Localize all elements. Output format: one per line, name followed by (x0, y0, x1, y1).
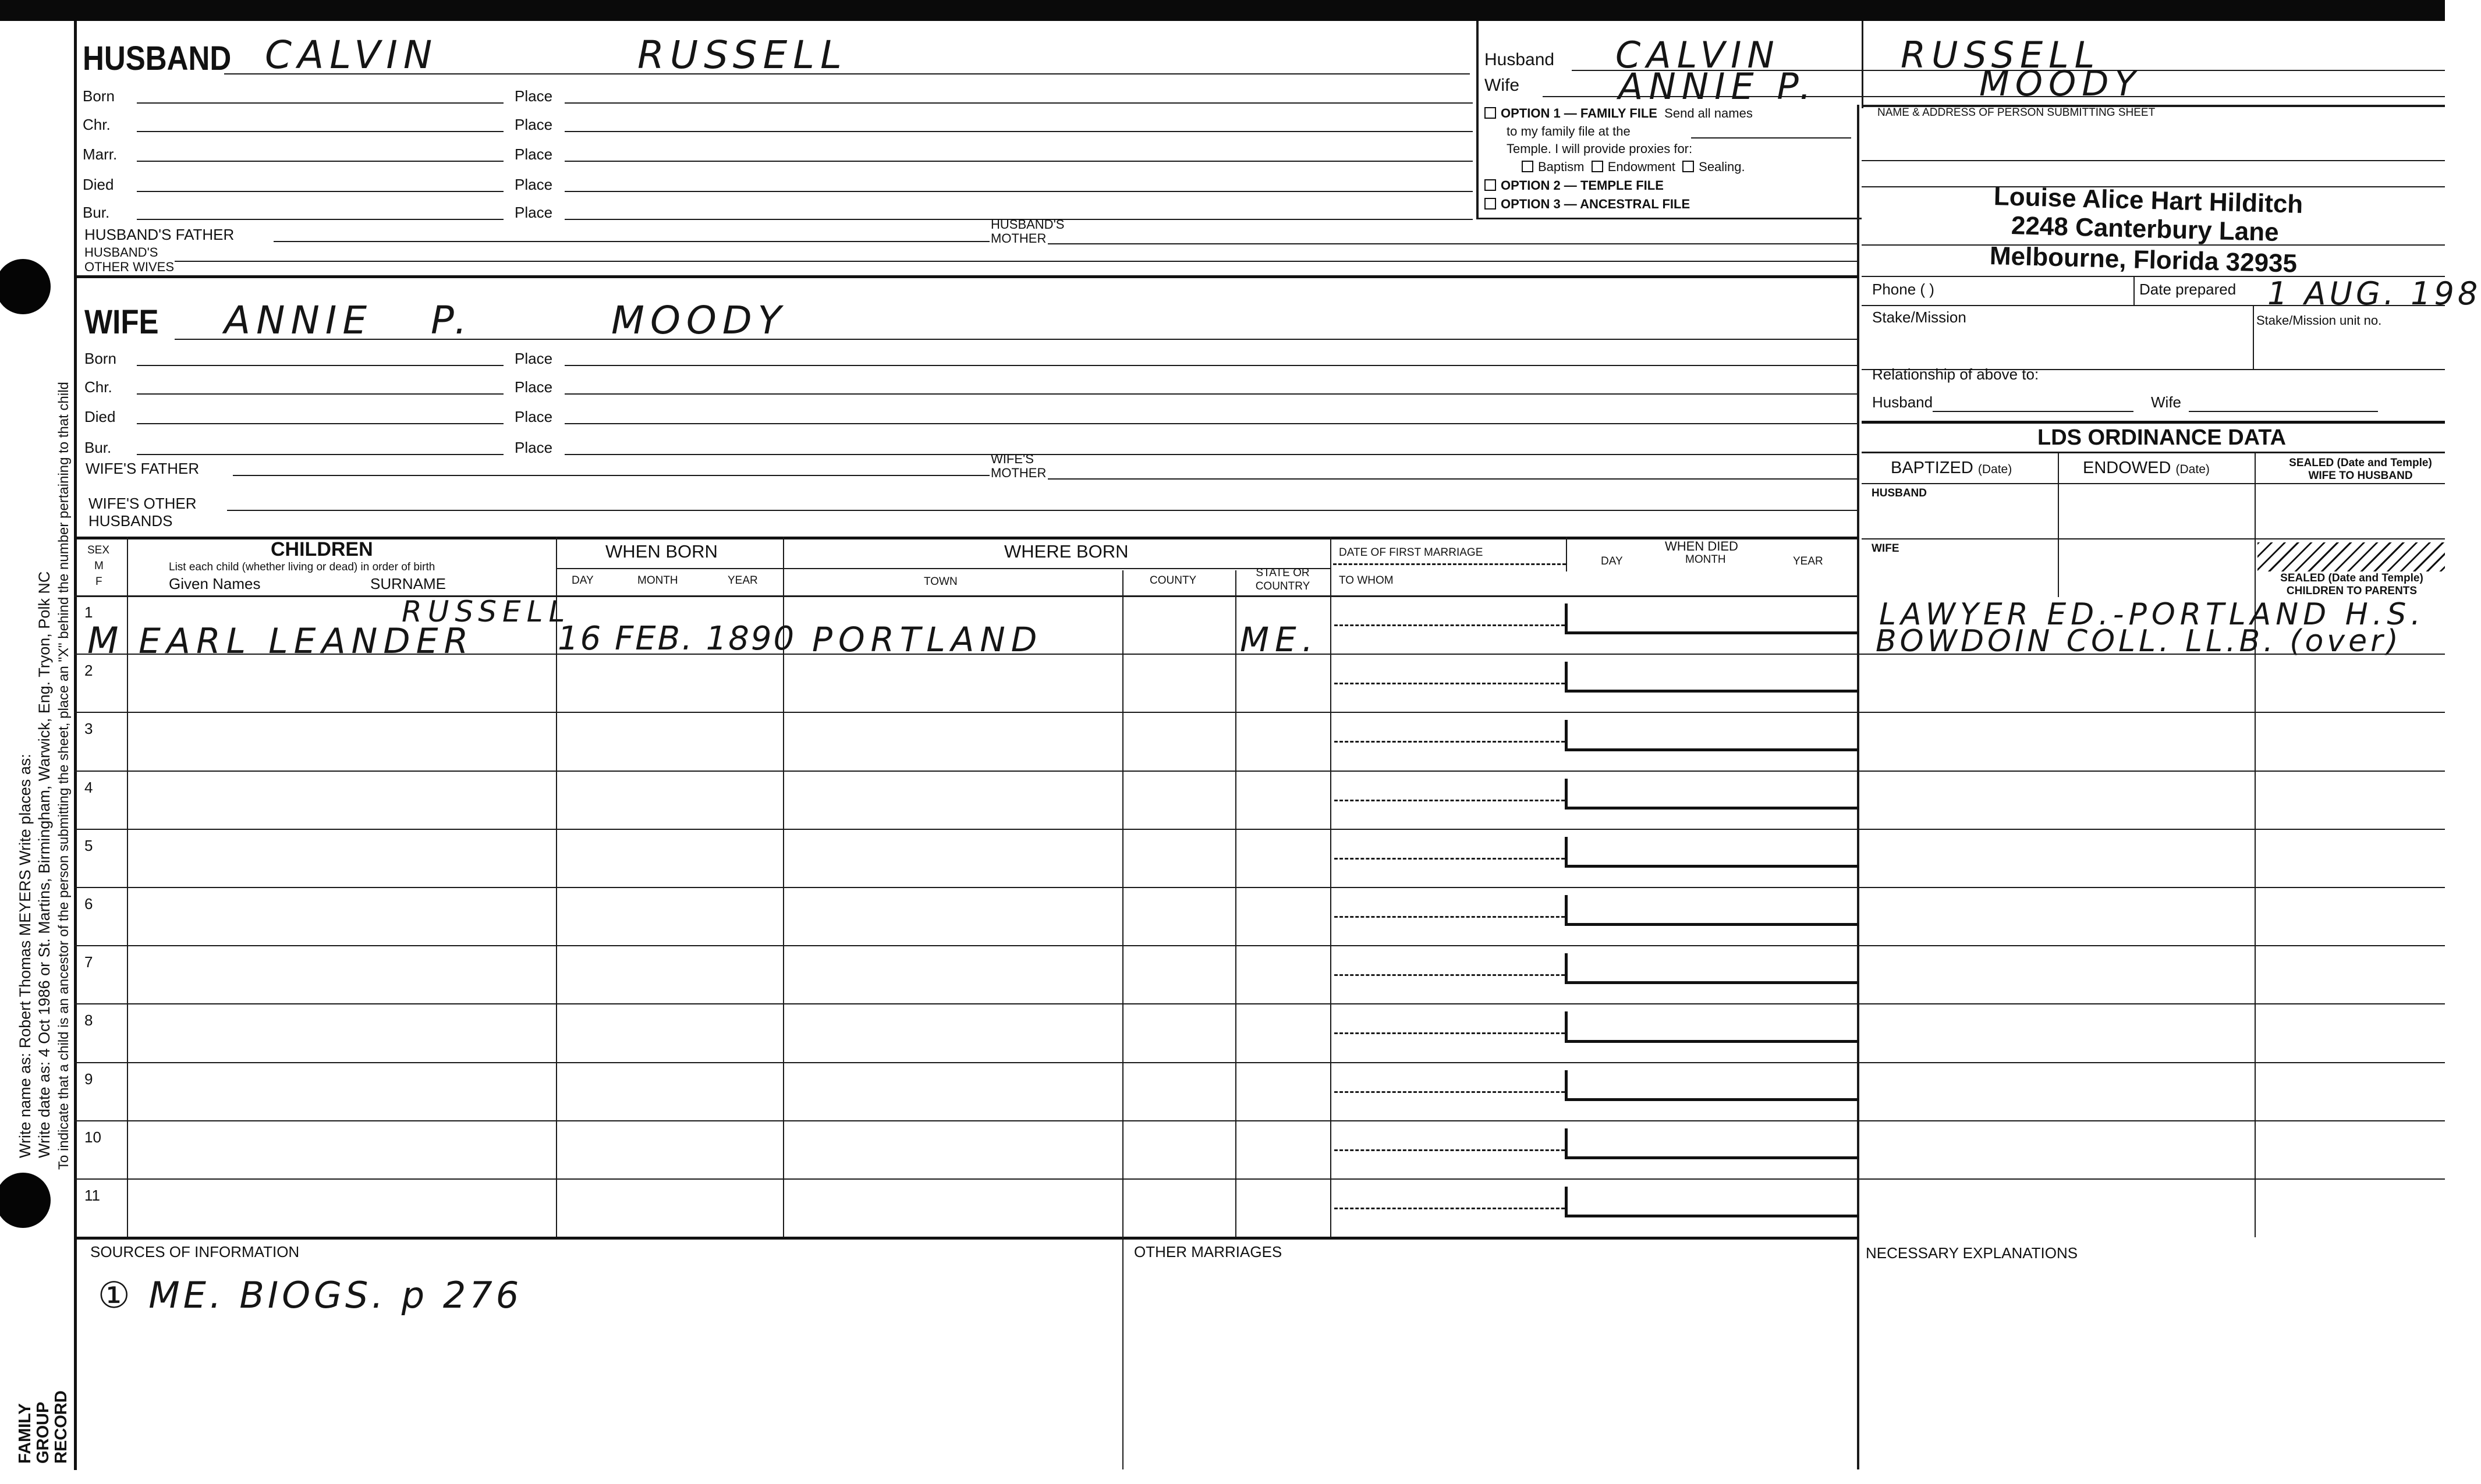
tr-husband-surname: RUSSELL (1901, 34, 2101, 76)
ordinance-wife-row-label: WIFE (1872, 542, 1899, 555)
option2-label: OPTION 2 — TEMPLE FILE (1501, 178, 1664, 193)
rel-husband-label: Husband (1872, 393, 1933, 411)
child-marriage-dash (1334, 741, 1565, 743)
rel-wife-line (2189, 411, 2378, 412)
endowment-label: Endowment (1607, 159, 1675, 174)
endowed-text: ENDOWED (2083, 459, 2171, 477)
wife-bur-label: Bur. (84, 439, 112, 456)
th-town: TOWN (924, 576, 958, 588)
husband-bur-place-label: Place (515, 204, 553, 221)
th-first-marriage: DATE OF FIRST MARRIAGE (1339, 546, 1483, 559)
child-died-box[interactable] (1565, 1187, 1859, 1217)
husband-surname: RUSSELL (637, 33, 848, 77)
husband-father-label: HUSBAND'S FATHER (84, 226, 235, 243)
other-marriages-label: OTHER MARRIAGES (1134, 1243, 1282, 1261)
child-row-number: 11 (84, 1187, 100, 1204)
explanations-label: NECESSARY EXPLANATIONS (1866, 1244, 2078, 1262)
husband-heading: HUSBAND (83, 40, 232, 77)
wife-mother-label-1: WIFE'S (991, 452, 1034, 466)
th-children: CHILDREN (271, 538, 373, 560)
phone-row-bottom (1862, 305, 2445, 306)
top-edge-band (0, 0, 2445, 21)
tr-wife-surname: MOODY (1979, 63, 2142, 104)
child-row-number: 8 (84, 1011, 93, 1029)
binder-hole-bottom (0, 1173, 51, 1228)
ordinance-col-2 (2255, 452, 2256, 1237)
sealing-label: Sealing. (1699, 159, 1745, 174)
child-row-number: 1 (84, 603, 93, 621)
wife-other-husbands-label-2: HUSBANDS (88, 512, 173, 530)
side-instruction-3: To indicate that a child is an ancestor of the person submitting the sheet, place an "X" behind the number pertaining to that child (56, 382, 72, 1170)
th-day: DAY (572, 574, 594, 587)
submitter-heading: NAME & ADDRESS OF PERSON SUBMITTING SHEET (1877, 106, 2156, 119)
option3-line[interactable] (1484, 198, 1690, 211)
th-sex-2: M (94, 560, 104, 572)
husband-mother-label-2: MOTHER (991, 231, 1047, 246)
th-died-day: DAY (1601, 555, 1623, 567)
child-died-box[interactable] (1565, 662, 1859, 693)
child-died-box[interactable] (1565, 603, 1859, 634)
option1-label: OPTION 1 — FAMILY FILE (1501, 106, 1657, 120)
baptism-label: Baptism (1538, 159, 1585, 174)
stake-unit-label: Stake/Mission unit no. (2256, 313, 2382, 328)
husband-chr-line (137, 131, 504, 132)
sealing-checkbox[interactable] (1682, 161, 1694, 172)
husband-born-label: Born (83, 87, 115, 105)
child-row-number: 10 (84, 1128, 101, 1146)
baptism-checkbox[interactable] (1522, 161, 1533, 172)
wife-mother-label-2: MOTHER (991, 466, 1047, 480)
option2-checkbox[interactable] (1484, 179, 1496, 191)
children-col-died (1566, 537, 1567, 571)
sealed-children-label-1: SEALED (Date and Temple) (2280, 572, 2423, 584)
wife-born-place-label: Place (515, 350, 553, 367)
husband-other-wives-label-2: OTHER WIVES (84, 260, 175, 274)
wife-died-label: Died (84, 408, 116, 425)
child-1-surname: RUSSELL (402, 595, 571, 629)
ordinance-heading: LDS ORDINANCE DATA (2037, 425, 2287, 450)
child-row-separator (74, 945, 2445, 946)
wife-name-line (175, 339, 1857, 340)
th-month: MONTH (637, 574, 678, 587)
ordinance-note-line-1: LAWYER ED.-PORTLAND H.S. (1879, 597, 2425, 632)
children-col-town (1122, 570, 1123, 1238)
husband-born-place-label: Place (515, 87, 553, 105)
ordinance-col-1 (2058, 452, 2059, 597)
wife-chr-place-line (565, 393, 1857, 395)
th-children-sub: List each child (whether living or dead) in order of birth (169, 561, 435, 573)
option2-line[interactable] (1484, 179, 1664, 192)
ordinance-husband-row-bottom (1862, 538, 2445, 539)
child-marriage-dash (1334, 1032, 1565, 1034)
option1-checkbox[interactable] (1484, 107, 1496, 119)
th-sex-1: SEX (87, 544, 110, 556)
side-instruction-2: Write date as: 4 Oct 1986 or St. Martins, Birmingham, Warwick, Eng. Tryon, Polk NC (36, 571, 53, 1158)
tr-wife-name: ANNIE P. (1618, 65, 1817, 108)
endowed-label (2083, 460, 2210, 477)
ordinance-top (1862, 421, 2445, 424)
wife-born-line (137, 365, 504, 366)
option3-checkbox[interactable] (1484, 198, 1496, 210)
baptized-date-hint: (Date) (1977, 463, 2012, 476)
husband-marr-label: Marr. (83, 145, 118, 163)
husband-marr-line (137, 161, 504, 162)
th-state-2: COUNTRY (1255, 580, 1310, 592)
rel-wife-label: Wife (2151, 393, 2181, 411)
husband-chr-place-line (565, 131, 1473, 132)
wife-born-label: Born (84, 350, 116, 367)
husband-died-label: Died (83, 176, 114, 193)
child-row-separator (74, 1178, 2445, 1180)
bottom-divider-1 (1122, 1237, 1123, 1469)
ordinance-hatched-cell (2257, 542, 2445, 571)
husband-marr-place-line (565, 161, 1473, 162)
option1-proxies (1522, 161, 1745, 173)
child-marriage-dash (1334, 683, 1565, 684)
child-died-box[interactable] (1565, 1128, 1859, 1159)
wife-born-place-line (565, 365, 1857, 366)
wife-father-label: WIFE'S FATHER (86, 460, 200, 477)
child-1-sex: M (87, 619, 125, 662)
husband-marr-place-label: Place (515, 145, 553, 163)
husband-bur-line (137, 219, 504, 220)
child-row-number: 7 (84, 953, 93, 971)
husband-mother-label-1: HUSBAND'S (991, 217, 1065, 232)
child-row-number: 5 (84, 836, 93, 854)
th-state-1: STATE OR (1256, 567, 1310, 579)
child-row-number: 9 (84, 1070, 93, 1088)
wife-died-place-label: Place (515, 408, 553, 425)
th-died-year: YEAR (1793, 555, 1823, 567)
submitter-name: Louise Alice Hart Hilditch (1993, 182, 2303, 219)
sealed-wife-label-1: SEALED (Date and Temple) (2289, 457, 2432, 469)
child-marriage-dash (1334, 1149, 1565, 1151)
husband-died-line (137, 191, 504, 192)
th-first-marriage-rule (1333, 563, 1566, 565)
th-when-died: WHEN DIED (1665, 539, 1738, 553)
child-marriage-dash (1334, 974, 1565, 976)
tr-husband-name: CALVIN (1615, 34, 1780, 76)
husband-died-place-line (565, 191, 1473, 192)
wife-died-line (137, 423, 504, 424)
wife-father-line (233, 475, 990, 476)
husband-died-place-label: Place (515, 176, 553, 193)
child-row-separator (74, 1120, 2445, 1121)
tr-wife-label: Wife (1484, 76, 1519, 95)
stake-label: Stake/Mission (1872, 308, 1966, 326)
wife-middle-initial: P. (431, 298, 473, 343)
date-prepared-label: Date prepared (2139, 281, 2237, 298)
husband-given-name: CALVIN (265, 33, 438, 77)
form-title: FAMILY GROUP RECORD (16, 1390, 70, 1464)
child-row-separator (74, 771, 2445, 772)
wife-bur-line (137, 454, 504, 455)
child-1-given-name: EARL LEANDER (139, 621, 474, 662)
ordinance-husband-row-label: HUSBAND (1872, 487, 1927, 499)
husband-born-line (137, 102, 504, 104)
child-1-state: ME. (1240, 620, 1319, 659)
wife-given-name: ANNIE (224, 298, 373, 343)
husband-chr-label: Chr. (83, 116, 111, 133)
left-form-border (74, 21, 77, 1470)
child-row-separator (74, 887, 2445, 888)
husband-bur-label: Bur. (83, 204, 110, 221)
child-marriage-dash (1334, 1208, 1565, 1209)
child-row-number: 4 (84, 778, 93, 796)
stake-divider (2253, 305, 2254, 369)
child-row-number: 3 (84, 720, 93, 738)
child-died-box[interactable] (1565, 953, 1859, 984)
th-given-names: Given Names (169, 575, 261, 592)
husband-father-line (274, 241, 990, 242)
child-died-box[interactable] (1565, 1011, 1859, 1042)
endowed-date-hint: (Date) (2175, 463, 2210, 476)
wife-surname: MOODY (611, 298, 787, 343)
relationship-label: Relationship of above to: (1872, 365, 2039, 383)
wife-died-place-line (565, 423, 1857, 424)
baptized-text: BAPTIZED (1891, 459, 1973, 477)
tr-husband-label: Husband (1484, 50, 1555, 69)
th-died-month: MONTH (1685, 553, 1726, 566)
children-header-bottom (74, 595, 1858, 597)
sources-value: ① ME. BIOGS. p 276 (98, 1274, 523, 1316)
option-box-bottom (1476, 218, 1862, 219)
th-sex-3: F (95, 576, 102, 588)
wife-mother-line (1048, 478, 1857, 480)
submitter-street: 2248 Canterbury Lane (2011, 211, 2280, 247)
submitter-line-1 (1862, 160, 2445, 161)
top-right-divider (1476, 21, 1479, 219)
sources-label: SOURCES OF INFORMATION (90, 1243, 300, 1261)
child-row-separator (74, 1003, 2445, 1004)
child-row-separator (74, 1062, 2445, 1063)
husband-other-wives-line (175, 261, 1857, 262)
baptized-label (1891, 460, 2012, 477)
option1-sub-c: to my family file at the (1507, 124, 1631, 139)
wife-chr-place-label: Place (515, 378, 553, 396)
husband-section-bottom (74, 275, 1858, 278)
husband-other-wives-label-1: HUSBAND'S (84, 245, 158, 260)
sealed-wife-label-2: WIFE TO HUSBAND (2308, 470, 2413, 482)
phone-label: Phone ( ) (1872, 281, 1934, 298)
children-col-county (1235, 570, 1236, 1238)
option1-line[interactable] (1484, 107, 1753, 120)
child-row-separator (74, 829, 2445, 830)
child-died-box[interactable] (1565, 837, 1859, 868)
ordinance-subheading-bottom (1862, 483, 2445, 484)
children-table-bottom (74, 1237, 1858, 1240)
rel-husband-line (1933, 411, 2133, 412)
option1-label-b: Send all names (1664, 106, 1753, 120)
child-died-box[interactable] (1565, 720, 1859, 751)
child-marriage-dash (1334, 800, 1565, 801)
child-marriage-dash (1334, 624, 1565, 626)
wife-chr-line (137, 393, 504, 395)
option3-label: OPTION 3 — ANCESTRAL FILE (1501, 197, 1690, 211)
wife-chr-label: Chr. (84, 378, 112, 396)
binder-hole-top (0, 259, 51, 314)
child-died-box[interactable] (1565, 895, 1859, 926)
submitter-city: Melbourne, Florida 32935 (1989, 242, 2298, 278)
child-died-box[interactable] (1565, 779, 1859, 810)
child-1-town: PORTLAND (812, 620, 1043, 659)
husband-chr-place-label: Place (515, 116, 553, 133)
wife-bur-place-line (565, 454, 1857, 455)
husband-mother-line (1048, 243, 1857, 244)
th-surname: SURNAME (370, 575, 446, 592)
child-marriage-dash (1334, 916, 1565, 918)
wife-bur-place-label: Place (515, 439, 553, 456)
th-county: COUNTY (1150, 574, 1197, 587)
th-year: YEAR (728, 574, 758, 587)
option1-temple-line (1691, 137, 1851, 139)
child-row-separator (74, 712, 2445, 713)
child-row-number: 6 (84, 895, 93, 913)
child-marriage-dash (1334, 858, 1565, 860)
ordinance-heading-bottom (1862, 452, 2445, 453)
option1-sub-d: Temple. I will provide proxies for: (1507, 141, 1693, 156)
date-prepared-value: 1 AUG. 198 (2267, 275, 2481, 312)
wife-heading: WIFE (84, 303, 159, 341)
th-when-born-rule (556, 568, 1330, 569)
ordinance-note-line-2: BOWDOIN COLL. LL.B. (over) (1876, 624, 2402, 659)
phone-date-divider (2133, 276, 2135, 305)
child-1-birth-date: 16 FEB. 1890 (558, 620, 796, 658)
child-died-box[interactable] (1565, 1070, 1859, 1101)
sealed-children-label-2: CHILDREN TO PARENTS (2286, 585, 2418, 597)
endowment-checkbox[interactable] (1592, 161, 1603, 172)
child-row-number: 2 (84, 662, 93, 680)
husband-born-place-line (565, 102, 1473, 104)
option-box-right (1862, 21, 1863, 108)
th-to-whom: TO WHOM (1339, 574, 1394, 587)
child-marriage-dash (1334, 1091, 1565, 1093)
wife-other-husbands-line (227, 510, 1857, 511)
wife-other-husbands-label-1: WIFE'S OTHER (88, 495, 197, 512)
th-where-born: WHERE BORN (1004, 541, 1129, 562)
side-instruction-1: Write name as: Robert Thomas MEYERS Write places as: (16, 754, 34, 1158)
th-when-born: WHEN BORN (605, 541, 718, 562)
